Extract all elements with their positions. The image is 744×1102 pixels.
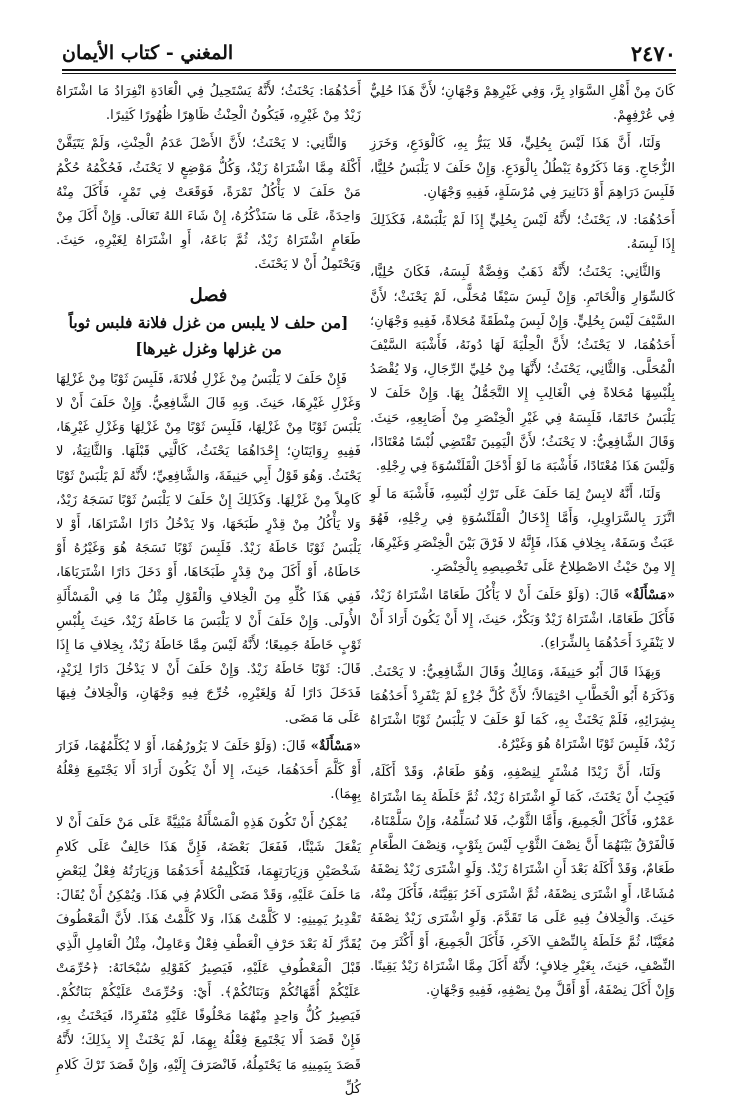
header-rule	[62, 69, 676, 71]
paragraph: وَبِهَذَا قَالَ أَبُو حَنِيفَةَ، وَمَالِكٌ وَقَالَ الشَّافِعِيُّ: لا يَحْنَثُ. وَذَكَرَهُ أَبُو الْخَطَّابِ احْتِمَالاً؛ لأَنَّ كُلَّ جُزْءٍ لَمْ يَنْفَرِدْ أَحَدُهُمَا بِشِرَائِهِ، فَلَمْ يَحْنَثْ بِهِ، كَمَا لَوْ حَلَفَ لا يَلْبَسُ ثَوْبًا اشْتَرَاهُ زَيْدٌ، فَلَبِسَ ثَوْبًا اشْتَرَاهُ هُوَ وَغَيْرُهُ.	[370, 664, 675, 753]
chapter-title: كتاب الأيمان	[62, 42, 160, 64]
running-title	[62, 42, 233, 64]
paragraph: وَلَنَا، أَنَّ زَيْدًا مُشْتَرٍ لِنِصْفِهِ، وَهُوَ طَعَامٌ، وَقَدْ أَكَلَهُ، فَيَجِبُ أَنْ يَحْنَثَ، كَمَا لَوِ اشْتَرَاهُ زَيْدٌ، ثُمَّ خَلَطَهُ بِمَا اشْتَرَاهُ عَمْرٌو، فَأَكَلَ الْجَمِيعَ، وَأَمَّا الثَّوْبُ، فَلا نُسَلِّمُهُ، وَإِنْ سَلَّمْنَاهُ، فَالْفَرْقُ بَيْنَهُمَا أَنَّ نِصْفَ الثَّوْبِ لَيْسَ بِثَوْبٍ، وَنِصْفَ الطَّعَامِ طَعَامٌ، وَقَدْ أَكَلَهُ بَعْدَ أَنِ اشْتَرَاهُ زَيْدٌ. وَلَوِ اشْتَرَى زَيْدٌ نِصْفَهُ مُشَاعًا، أَوِ اشْتَرَى نِصْفَهُ، ثُمَّ اشْتَرَى آخَرُ بَقِيَّتَهُ، فَأَكَلَ مِنْهُ، حَنِثَ. وَالْخِلافُ فِيهِ عَلَى مَا تَقَدَّمَ. وَلَوِ اشْتَرَى زَيْدٌ نِصْفَهُ مُعَيَّنًا، ثُمَّ خَلَطَهُ بِالنِّصْفِ الآخَرِ، فَأَكَلَ الْجَمِيعَ، أَوْ أَكْثَرَ مِنَ النِّصْفِ، حَنِثَ، بِغَيْرِ خِلافٍ؛ لأَنَّهُ أَكَلَ مِمَّا اشْتَرَاهُ زَيْدٌ يَقِينًا. وَإِنْ أَكَلَ نِصْفَهُ، أَوْ أَقَلَّ مِنْ نِصْفِهِ، فَفِيهِ وَجْهَانِ.	[370, 765, 675, 999]
section-title: [من حلف لا يلبس من غزل فلانة فلبس ثوباً من غزلها وغزل غيرها]	[68, 312, 349, 358]
paragraph: فَإِنْ حَلَفَ لا يَلْبَسُ مِنْ غَزْلِ فُلانَةَ، فَلَبِسَ ثَوْبًا مِنْ غَزْلِهَا وَغَزْلِ غَيْرِهَا، حَنِثَ. وَبِهِ قَالَ الشَّافِعِيُّ. وَإِنْ حَلَفَ أَنْ لا يَلْبَسَ ثَوْبًا مِنْ غَزْلِهَا، فَلَبِسَ ثَوْبًا مِنْ غَزْلِهَا وَغَزْلِ غَيْرِهَا، فَفِيهِ رِوَايَتَانِ؛ إِحْدَاهُمَا يَحْنَثُ، كَالَّتِي قَبْلَهَا. وَالثَّانِيَةُ، لا يَحْنَثُ. وَهُوَ قَوْلُ أَبِي حَنِيفَةَ، وَالشَّافِعِيِّ؛ لأَنَّهُ لَمْ يَلْبَسْ ثَوْبًا كَامِلاً مِنْ غَزْلِهَا. وَكَذَلِكَ إِنْ حَلَفَ لا يَلْبَسُ ثَوْبًا نَسَجَهُ زَيْدٌ، وَلا يَأْكُلُ مِنْ قِدْرٍ طَبَخَهَا، وَلا يَدْخُلُ دَارًا اشْتَرَاهَا، أَوْ لا يَلْبَسُ ثَوْبًا خَاطَهُ زَيْدٌ. فَلَبِسَ ثَوْبًا نَسَجَهُ هُوَ وَغَيْرُهُ أَوْ خَاطَاهُ، أَوْ أَكَلَ مِنْ قِدْرٍ طَبَخَاهَا، أَوْ دَخَلَ دَارًا اشْتَرَيَاهَا، فَفِي هَذَا كُلِّهِ مِنَ الْخِلافِ وَالْقَوْلِ مِثْلُ مَا فِي الْمَسْأَلَةِ الأُولَى. وَإِنْ حَلَفَ أَنْ لا يَلْبَسَ مَا خَاطَهُ زَيْدٌ، حَنِثَ بِلُبْسِ ثَوْبٍ خَاطَهُ جَمِيعًا؛ لأَنَّهُ لَيْسَ مِمَّا خَاطَهُ زَيْدٌ، بِخِلافِ مَا إِذَا قَالَ: ثَوْبًا خَاطَهُ زَيْدٌ. وَإِنْ حَلَفَ أَنْ لا يَدْخُلَ دَارًا لِزَيْدٍ، فَدَخَلَ دَارًا لَهُ وَلِغَيْرِهِ، خُرِّجَ فِيهِ وَجْهَانِ، وَالْخِلافُ فِيهَا عَلَى مَا مَضَى.	[56, 371, 361, 726]
right-column	[370, 80, 675, 1080]
masala-paragraph	[56, 735, 361, 808]
paragraph: وَلَنَا، أَنَّ هَذَا لَيْسَ بِحُلِيٍّ، فَلا يَبَرُّ بِهِ، كَالْوَدَعِ، وَخَرَزِ الزُّجَاجِ. وَمَا ذَكَرُوهُ يَبْطُلُ بِالْوَدَعِ. وَإِنْ حَلَفَ لا يَلْبَسُ حُلِيًّا، فَلَبِسَ دَرَاهِمَ أَوْ دَنَانِيرَ فِي مُرْسَلَةٍ، فَفِيهِ وَجْهَانِ.	[370, 136, 675, 200]
book-title: المغني	[180, 42, 234, 64]
page-header	[62, 40, 676, 66]
section-heading: فصل	[189, 284, 228, 306]
masala-text: قَالَ: (وَلَوْ حَلَفَ لا يَزُورُهُمَا، أَوْ لا يُكَلِّمُهُمَا، فَزَارَ أَوْ كَلَّمَ أَحَدَهُمَا، حَنِثَ، إِلا أَنْ يَكُونَ أَرَادَ أَلا يَجْتَمِعَ فِعْلُهُ بِهِمَا).	[56, 738, 361, 803]
page-number: ٢٤٧٠	[630, 40, 676, 66]
header-rule-thin	[62, 73, 676, 74]
left-column	[56, 80, 361, 1097]
paragraph: أَحَدُهُمَا: لا، يَحْنَثُ؛ لأَنَّهُ لَيْسَ بِحُلِيٍّ إِذَا لَمْ يَلْبَسْهُ، فَكَذَلِكَ إِذَا لَبِسَهُ.	[370, 213, 675, 253]
masala-text: قَالَ: (وَلَوْ حَلَفَ أَنْ لا يَأْكُلَ طَعَامًا اشْتَرَاهُ زَيْدٌ، فَأَكَلَ طَعَامًا، اشْتَرَاهُ زَيْدٌ وَبَكْرٌ، حَنِثَ، إِلا أَنْ يَكُونَ أَرَادَ أَنْ لا يَنْفَرِدَ أَحَدُهُمَا بِالشِّرَاءِ).	[370, 588, 675, 652]
masala-label: «مَسْأَلَةٌ»	[310, 738, 361, 754]
paragraph: كَانَ مِنْ أَهْلِ السَّوَادِ بِرَّ، وَفِي غَيْرِهِمْ وَجْهَانِ؛ لأَنَّ هَذَا حُلِيٌّ فِي عُرْفِهِمْ.	[370, 84, 675, 124]
masala-paragraph	[370, 584, 675, 657]
masala-label: «مَسْأَلَةٌ»	[624, 588, 675, 604]
title-separator: -	[165, 42, 174, 64]
paragraph: أَحَدُهُمَا: يَحْنَثُ؛ لأَنَّهُ يَسْتَحِيلُ فِي الْعَادَةِ انْفِرَادُ مَا اشْتَرَاهُ زَيْدٌ مِنْ غَيْرِهِ، فَيَكُونُ الْحِنْثُ ظَاهِرًا ظُهُورًا كَثِيرًا.	[56, 84, 361, 124]
paragraph: يُمْكِنُ أَنْ تَكُونَ هَذِهِ الْمَسْأَلَةُ مَبْنِيَّةً عَلَى مَنْ حَلَفَ أَنْ لا يَفْعَلَ شَيْئًا، فَفَعَلَ بَعْضَهُ، فَإِنَّ هَذَا حَالِفٌ عَلَى كَلامِ شَخْصَيْنِ وَزِيَارَتِهِمَا، فَتَكْلِيمُهُ أَحَدَهُمَا وَزِيَارَتُهُ فِعْلٌ لِبَعْضِ مَا حَلَفَ عَلَيْهِ، وَقَدْ مَضَى الْكَلامُ فِي هَذَا. وَيُمْكِنُ أَنْ يُقَالَ: تَقْدِيرُ يَمِينِهِ: لا كَلَّمْتُ هَذَا، وَلا كَلَّمْتُ هَذَا. لأَنَّ الْمَعْطُوفَ يُقَدَّرُ لَهُ بَعْدَ حَرْفِ الْعَطْفِ فِعْلٌ وَعَامِلٌ، مِثْلُ الْعَامِلِ الَّذِي قَبْلَ الْمَعْطُوفِ عَلَيْهِ، فَيَصِيرُ كَقَوْلِهِ سُبْحَانَهُ: ﴿حُرِّمَتْ عَلَيْكُمْ أُمَّهَاتُكُمْ وَبَنَاتُكُمْ﴾. أَيْ: وَحُرِّمَتْ عَلَيْكُمْ بَنَاتُكُمْ. فَيَصِيرُ كُلُّ وَاحِدٍ مِنْهُمَا مَحْلُوفًا عَلَيْهِ مُنْفَرِدًا، فَيَحْنَثُ بِهِ، فَإِنْ قَصَدَ أَلا يَجْتَمِعَ فِعْلُهُ بِهِمَا، لَمْ يَحْنَثْ إِلا بِذَلِكَ؛ لأَنَّهُ قَصَدَ بِيَمِينِهِ مَا يَحْتَمِلُهُ، فَانْصَرَفَ إِلَيْهِ، وَإِنْ قَصَدَ تَرْكَ كَلامِ كُلِّ	[56, 815, 361, 1097]
paragraph: وَلَنَا، أَنَّهُ لابِسٌ لِمَا حَلَفَ عَلَى تَرْكِ لُبْسِهِ، فَأَشْبَهَ مَا لَوِ اتَّزَرَ بِالسَّرَاوِيلِ، وَأَمَّا إِدْخَالُ الْقَلَنْسُوَةِ فِي رِجْلِهِ، فَهُوَ عَبَثٌ وَسَفَهٌ، بِخِلافِ هَذَا، فَإِنَّهُ لا فَرْقَ بَيْنَ الْخِنْصَرِ وَغَيْرِهَا، إِلا مِنْ حَيْثُ الاصْطِلاحُ عَلَى تَخْصِيصِهِ بِالْخِنْصَرِ.	[370, 487, 675, 575]
paragraph: وَالثَّانِي: لا يَحْنَثُ؛ لأَنَّ الأَصْلَ عَدَمُ الْحِنْثِ، وَلَمْ يَتَيَقَّنْ أَكْلَهُ مِمَّا اشْتَرَاهُ زَيْدٌ، وَكُلُّ مَوْضِعٍ لا يَحْنَثُ، فَحُكْمُهُ حُكْمُ مَنْ حَلَفَ لا يَأْكُلُ تَمْرَةً، فَوَقَعَتْ فِي تَمْرٍ، فَأَكَلَ مِنْهُ وَاحِدَةً، عَلَى مَا سَنَذْكُرُهُ، إِنْ شَاءَ اللهُ تَعَالَى. وَإِنْ أَكَلَ مِنْ طَعَامٍ اشْتَرَاهُ زَيْدٌ، ثُمَّ بَاعَهُ، أَوِ اشْتَرَاهُ لِغَيْرِهِ، حَنِثَ. وَيَحْتَمِلُ أَنْ لا يَحْنَثَ.	[56, 136, 361, 273]
paragraph: وَالثَّانِي: يَحْنَثُ؛ لأَنَّهُ ذَهَبٌ وَفِضَّةٌ لَبِسَهُ، فَكَانَ حُلِيًّا، كَالسِّوَارِ وَالْخَاتَمِ. وَإِنْ لَبِسَ سَيْفًا مُحَلًّى، لَمْ يَحْنَثْ؛ لأَنَّ السَّيْفَ لَيْسَ بِحُلِيٍّ. وَإِنْ لَبِسَ مِنْطَقَةً مُحَلاةً، فَفِيهِ وَجْهَانِ؛ أَحَدُهُمَا، لا يَحْنَثُ؛ لأَنَّ الْحِلْيَةَ لَهَا دُونَهُ، فَأَشْبَهَ السَّيْفَ الْمُحَلَّى. وَالثَّانِي، يَحْنَثُ؛ لأَنَّهَا مِنْ حُلِيِّ الرِّجَالِ، وَلا يُقْصَدُ بِلُبْسِهَا مُحَلاةً فِي الْغَالِبِ إِلا التَّجَمُّلُ بِهَا. وَإِنْ حَلَفَ لا يَلْبَسُ خَاتَمًا، فَلَبِسَهُ فِي غَيْرِ الْخِنْصَرِ مِنْ أَصَابِعِهِ، حَنِثَ. وَقَالَ الشَّافِعِيُّ: لا يَحْنَثُ؛ لأَنَّ الْيَمِينَ تَقْتَضِي لُبْسًا مُعْتَادًا، وَلَيْسَ هَذَا مُعْتَادًا، فَأَشْبَهَ مَا لَوْ أَدْخَلَ الْقَلَنْسُوَةَ فِي رِجْلِهِ.	[370, 265, 675, 475]
